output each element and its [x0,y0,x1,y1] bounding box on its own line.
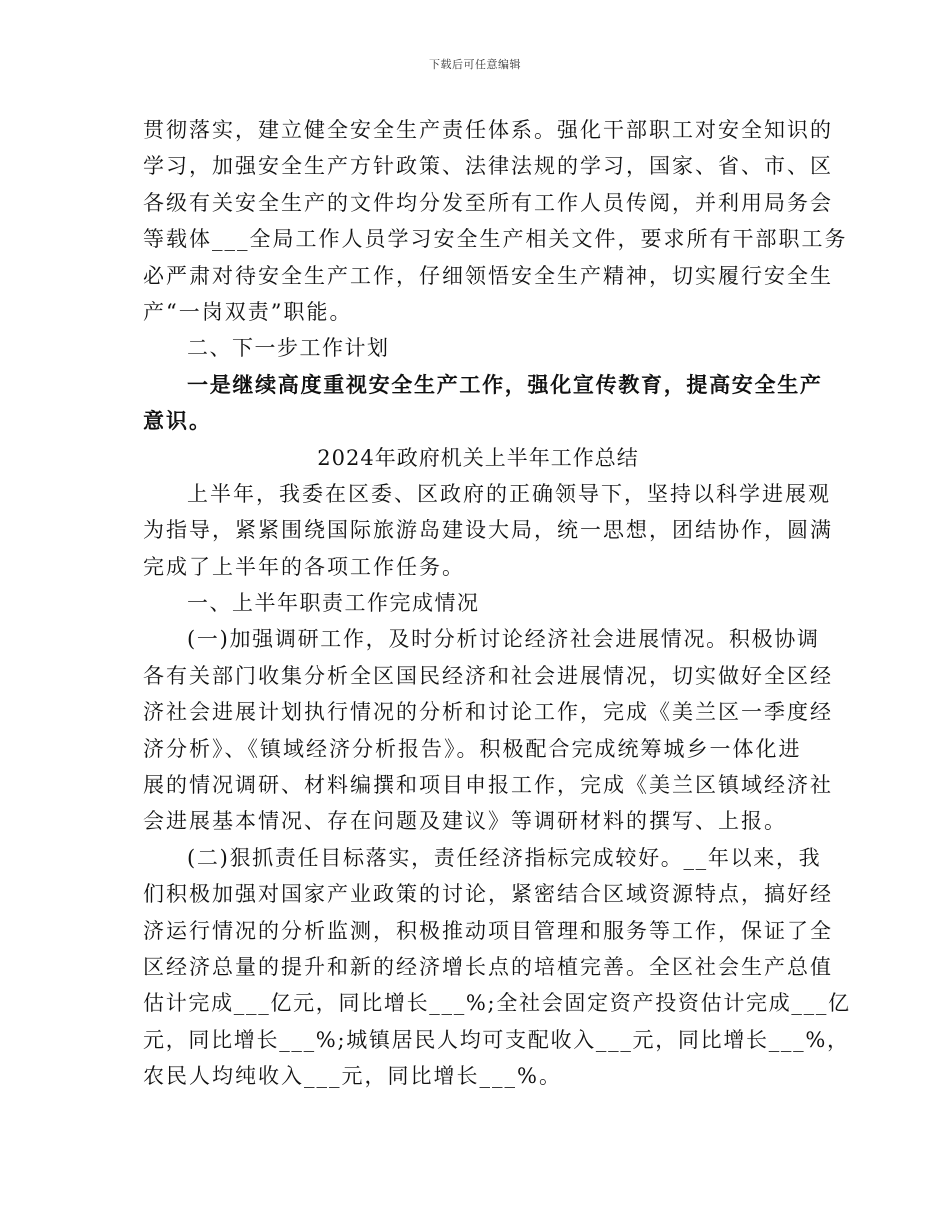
paragraph-line: (二)狠抓责任目标落实，责任经济指标完成较好。__年以来，我 [187,845,822,870]
paragraph-line: 元，同比增长___%;城镇居民人均可支配收入___元，同比增长___%， [143,1027,850,1052]
paragraph-line: 各级有关安全生产的文件均分发至所有工作人员传阅，并利用局务会 [143,190,833,215]
paragraph-line: 会进展基本情况、存在问题及建议》等调研材料的撰写、上报。 [143,809,787,834]
paragraph-line: 各有关部门收集分析全区国民经济和社会进展情况，切实做好全区经 [143,663,833,688]
paragraph-line: 估计完成___亿元，同比增长___%;全社会固定资产投资估计完成___亿 [143,991,851,1016]
bold-paragraph-line: 一是继续高度重视安全生产工作，强化宣传教育，提高安全生产 [187,371,823,397]
document-body [143,112,851,1095]
paragraph-line: 区经济总量的提升和新的经济增长点的培植完善。全区社会生产总值 [143,954,833,979]
paragraph-line: 必严肃对待安全生产工作，仔细领悟安全生产精神，切实履行安全生 [143,263,833,288]
paragraph-line: 济运行情况的分析监测，积极推动项目管理和服务等工作，保证了全 [143,918,833,943]
bold-paragraph-line: 意识。 [143,408,212,434]
paragraph-line: 学习，加强安全生产方针政策、法律法规的学习，国家、省、市、区 [143,154,833,179]
paragraph-line: 贯彻落实，建立健全安全生产责任体系。强化干部职工对安全知识的 [143,118,833,142]
paragraph-line: 济分析》、《镇域经济分析报告》。积极配合完成统筹城乡一体化进 [143,736,802,761]
paragraph-line: 农民人均纯收入___元，同比增长___%。 [143,1064,562,1089]
paragraph-line: 们积极加强对国家产业政策的讨论，紧密结合区域资源特点，搞好经 [143,882,833,907]
paragraph-line: 济社会进展计划执行情况的分析和讨论工作，完成《美兰区一季度经 [143,700,833,725]
paragraph-line: 上半年，我委在区委、区政府的正确领导下，坚持以科学进展观 [187,481,831,506]
paragraph-line: (一)加强调研工作，及时分析讨论经济社会进展情况。积极协调 [187,627,820,652]
header-note: 下载后可任意编辑 [429,58,521,71]
section-heading-duty-completion: 一、上半年职责工作完成情况 [187,591,480,616]
section-heading-next-plan: 二、下一步工作计划 [187,336,390,361]
document-title: 2024年政府机关上半年工作总结 [317,445,639,470]
paragraph-line: 产“一岗双责”职能。 [143,299,353,324]
paragraph-line: 为指导，紧紧围绕国际旅游岛建设大局，统一思想，团结协作，圆满 [143,518,833,543]
paragraph-line: 完成了上半年的各项工作任务。 [143,554,465,579]
paragraph-line: 展的情况调研、材料编撰和项目申报工作，完成《美兰区镇域经济社 [143,773,833,798]
paragraph-line: 等载体___全局工作人员学习安全生产相关文件，要求所有干部职工务 [143,227,848,252]
